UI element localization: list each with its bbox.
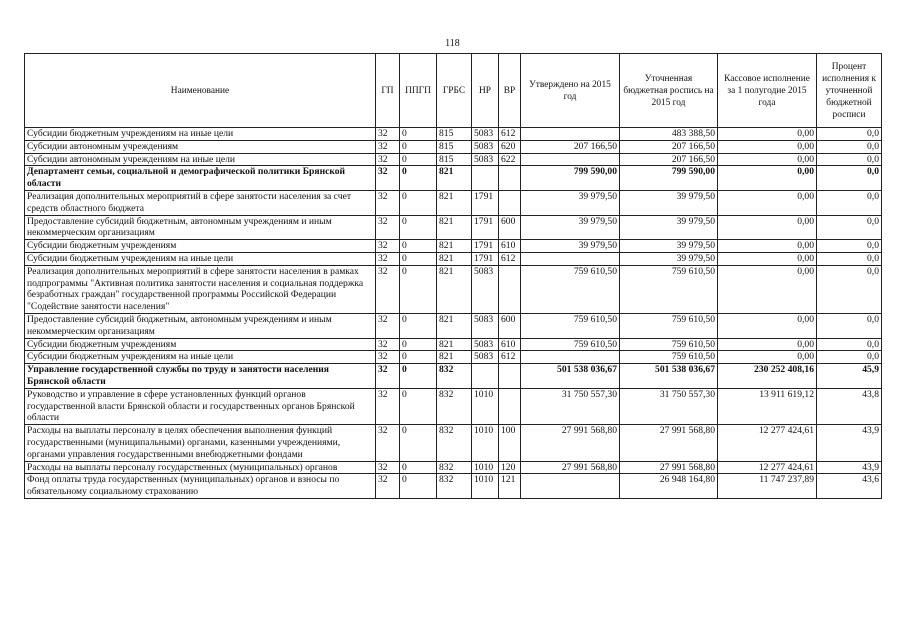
cell-grbs: 821 <box>437 215 472 240</box>
cell-name: Фонд оплаты труда государственных (муниципальных) органов и взносы по обязательному социальному страхованию <box>25 474 376 499</box>
cell-ppgp: 0 <box>400 166 437 191</box>
cell-percent: 43,6 <box>817 474 882 499</box>
cell-nr <box>472 166 499 191</box>
cell-gp: 32 <box>376 240 400 253</box>
table-row <box>25 388 882 424</box>
cell-cash: 0,00 <box>718 338 817 351</box>
cell-refined: 39 979,50 <box>620 215 718 240</box>
cell-refined: 31 750 557,30 <box>620 388 718 424</box>
cell-nr: 5083 <box>472 265 499 313</box>
table-row <box>25 364 882 389</box>
cell-grbs: 821 <box>437 338 472 351</box>
cell-vr: 120 <box>499 461 521 474</box>
header-percent: Процент исполнения к уточненной бюджетной росписи <box>817 54 882 128</box>
cell-cash: 0,00 <box>718 128 817 141</box>
cell-ppgp: 0 <box>400 265 437 313</box>
cell-ppgp: 0 <box>400 474 437 499</box>
table-row <box>25 252 882 265</box>
cell-vr: 612 <box>499 128 521 141</box>
cell-name: Предоставление субсидий бюджетным, автономным учреждениям и иным некоммерческим организациям <box>25 313 376 338</box>
cell-percent: 0,0 <box>817 128 882 141</box>
cell-name: Субсидии бюджетным учреждениям на иные цели <box>25 252 376 265</box>
cell-refined: 27 991 568,80 <box>620 461 718 474</box>
cell-ppgp: 0 <box>400 153 437 166</box>
cell-approved: 799 590,00 <box>521 166 620 191</box>
cell-vr <box>499 166 521 191</box>
table-row <box>25 474 882 499</box>
cell-approved: 501 538 036,67 <box>521 364 620 389</box>
cell-vr <box>499 190 521 215</box>
cell-approved: 39 979,50 <box>521 240 620 253</box>
cell-refined: 39 979,50 <box>620 252 718 265</box>
table-row <box>25 240 882 253</box>
table-row <box>25 190 882 215</box>
cell-refined: 39 979,50 <box>620 240 718 253</box>
cell-cash: 11 747 237,89 <box>718 474 817 499</box>
cell-percent: 0,0 <box>817 252 882 265</box>
cell-grbs: 815 <box>437 140 472 153</box>
cell-grbs: 821 <box>437 351 472 364</box>
cell-cash: 12 277 424,61 <box>718 461 817 474</box>
cell-refined: 759 610,50 <box>620 313 718 338</box>
cell-percent: 0,0 <box>817 215 882 240</box>
cell-cash: 0,00 <box>718 265 817 313</box>
cell-refined: 759 610,50 <box>620 265 718 313</box>
cell-grbs: 821 <box>437 265 472 313</box>
header-approved: Утверждено на 2015 год <box>521 54 620 128</box>
table-row <box>25 265 882 313</box>
cell-gp: 32 <box>376 425 400 461</box>
table-row <box>25 425 882 461</box>
cell-ppgp: 0 <box>400 128 437 141</box>
cell-name: Субсидии автономным учреждениям <box>25 140 376 153</box>
cell-percent: 0,0 <box>817 351 882 364</box>
cell-refined: 27 991 568,80 <box>620 425 718 461</box>
cell-approved: 207 166,50 <box>521 140 620 153</box>
cell-approved: 759 610,50 <box>521 265 620 313</box>
cell-nr: 5083 <box>472 313 499 338</box>
cell-vr: 610 <box>499 240 521 253</box>
cell-grbs: 821 <box>437 166 472 191</box>
table-row <box>25 153 882 166</box>
cell-name: Предоставление субсидий бюджетным, автономным учреждениям и иным некоммерческим организациям <box>25 215 376 240</box>
cell-nr: 1791 <box>472 215 499 240</box>
header-gp: ГП <box>376 54 400 128</box>
cell-ppgp: 0 <box>400 190 437 215</box>
page-number: 118 <box>445 38 460 49</box>
cell-ppgp: 0 <box>400 461 437 474</box>
cell-ppgp: 0 <box>400 388 437 424</box>
cell-name: Расходы на выплаты персоналу государственных (муниципальных) органов <box>25 461 376 474</box>
cell-grbs: 821 <box>437 252 472 265</box>
header-grbs: ГРБС <box>437 54 472 128</box>
cell-refined: 26 948 164,80 <box>620 474 718 499</box>
cell-gp: 32 <box>376 351 400 364</box>
cell-gp: 32 <box>376 461 400 474</box>
cell-nr: 5083 <box>472 140 499 153</box>
cell-grbs: 832 <box>437 425 472 461</box>
cell-gp: 32 <box>376 190 400 215</box>
table-row <box>25 140 882 153</box>
table-row <box>25 338 882 351</box>
cell-refined: 207 166,50 <box>620 153 718 166</box>
cell-nr: 5083 <box>472 153 499 166</box>
cell-gp: 32 <box>376 215 400 240</box>
cell-name: Субсидии бюджетным учреждениям на иные цели <box>25 128 376 141</box>
cell-vr <box>499 388 521 424</box>
cell-refined: 207 166,50 <box>620 140 718 153</box>
cell-gp: 32 <box>376 338 400 351</box>
cell-name: Субсидии автономным учреждениям на иные цели <box>25 153 376 166</box>
cell-ppgp: 0 <box>400 425 437 461</box>
cell-refined: 799 590,00 <box>620 166 718 191</box>
table-row <box>25 313 882 338</box>
cell-nr: 1791 <box>472 240 499 253</box>
table-row <box>25 128 882 141</box>
cell-cash: 0,00 <box>718 351 817 364</box>
cell-grbs: 832 <box>437 461 472 474</box>
cell-nr: 1010 <box>472 388 499 424</box>
cell-cash: 0,00 <box>718 252 817 265</box>
cell-nr: 1791 <box>472 190 499 215</box>
cell-percent: 0,0 <box>817 313 882 338</box>
cell-ppgp: 0 <box>400 215 437 240</box>
cell-grbs: 832 <box>437 388 472 424</box>
cell-nr: 1010 <box>472 425 499 461</box>
cell-nr: 5083 <box>472 128 499 141</box>
cell-approved: 39 979,50 <box>521 190 620 215</box>
cell-vr: 600 <box>499 313 521 338</box>
header-refined: Уточненная бюджетная роспись на 2015 год <box>620 54 718 128</box>
cell-vr: 622 <box>499 153 521 166</box>
cell-gp: 32 <box>376 166 400 191</box>
header-nr: НР <box>472 54 499 128</box>
cell-refined: 759 610,50 <box>620 351 718 364</box>
cell-name: Департамент семьи, социальной и демографической политики Брянской области <box>25 166 376 191</box>
cell-refined: 39 979,50 <box>620 190 718 215</box>
table-header-row <box>25 54 882 128</box>
cell-gp: 32 <box>376 388 400 424</box>
cell-cash: 0,00 <box>718 140 817 153</box>
cell-cash: 0,00 <box>718 153 817 166</box>
cell-approved <box>521 474 620 499</box>
header-name: Наименование <box>25 54 376 128</box>
cell-gp: 32 <box>376 265 400 313</box>
cell-name: Расходы на выплаты персоналу в целях обеспечения выполнения функций государственными (муниципальными) органами, казенными учреждениями, органами управления государственными внебюджетными фондами <box>25 425 376 461</box>
cell-gp: 32 <box>376 140 400 153</box>
cell-cash: 0,00 <box>718 240 817 253</box>
cell-vr: 612 <box>499 252 521 265</box>
table-row <box>25 215 882 240</box>
cell-approved <box>521 128 620 141</box>
cell-cash: 0,00 <box>718 313 817 338</box>
cell-grbs: 815 <box>437 153 472 166</box>
cell-nr: 1791 <box>472 252 499 265</box>
cell-percent: 0,0 <box>817 338 882 351</box>
cell-percent: 0,0 <box>817 153 882 166</box>
cell-ppgp: 0 <box>400 313 437 338</box>
cell-nr: 5083 <box>472 338 499 351</box>
cell-cash: 0,00 <box>718 190 817 215</box>
cell-grbs: 821 <box>437 190 472 215</box>
cell-name: Руководство и управление в сфере установленных функций органов государственной власти Брянской области и государственных органов Брянской области <box>25 388 376 424</box>
cell-nr: 1010 <box>472 461 499 474</box>
cell-refined: 501 538 036,67 <box>620 364 718 389</box>
cell-approved: 31 750 557,30 <box>521 388 620 424</box>
cell-vr: 121 <box>499 474 521 499</box>
cell-approved <box>521 153 620 166</box>
cell-ppgp: 0 <box>400 240 437 253</box>
cell-gp: 32 <box>376 474 400 499</box>
cell-cash: 0,00 <box>718 215 817 240</box>
cell-approved <box>521 351 620 364</box>
cell-name: Субсидии бюджетным учреждениям <box>25 338 376 351</box>
cell-vr: 610 <box>499 338 521 351</box>
cell-nr <box>472 364 499 389</box>
cell-grbs: 815 <box>437 128 472 141</box>
cell-cash: 13 911 619,12 <box>718 388 817 424</box>
cell-vr: 620 <box>499 140 521 153</box>
cell-gp: 32 <box>376 313 400 338</box>
cell-name: Реализация дополнительных мероприятий в сфере занятости населения в рамках подпрограммы "Активная политика занятости населения и социальная поддержка безработных граждан" государственной программы Российской Федерации "Содействие занятости населения" <box>25 265 376 313</box>
cell-name: Реализация дополнительных мероприятий в сфере занятости населения за счет средств областного бюджета <box>25 190 376 215</box>
cell-gp: 32 <box>376 364 400 389</box>
header-vr: ВР <box>499 54 521 128</box>
cell-nr: 5083 <box>472 351 499 364</box>
cell-percent: 43,8 <box>817 388 882 424</box>
cell-gp: 32 <box>376 128 400 141</box>
cell-name: Управление государственной службы по труду и занятости населения Брянской области <box>25 364 376 389</box>
table-row <box>25 166 882 191</box>
cell-cash: 12 277 424,61 <box>718 425 817 461</box>
cell-name: Субсидии бюджетным учреждениям на иные цели <box>25 351 376 364</box>
cell-vr <box>499 265 521 313</box>
cell-grbs: 832 <box>437 474 472 499</box>
cell-approved: 27 991 568,80 <box>521 425 620 461</box>
cell-ppgp: 0 <box>400 252 437 265</box>
table-row <box>25 461 882 474</box>
budget-execution-table <box>24 53 882 499</box>
cell-gp: 32 <box>376 252 400 265</box>
cell-percent: 0,0 <box>817 166 882 191</box>
cell-approved: 27 991 568,80 <box>521 461 620 474</box>
cell-percent: 0,0 <box>817 265 882 313</box>
cell-percent: 43,9 <box>817 425 882 461</box>
cell-approved <box>521 252 620 265</box>
cell-grbs: 821 <box>437 313 472 338</box>
cell-grbs: 832 <box>437 364 472 389</box>
cell-percent: 0,0 <box>817 140 882 153</box>
cell-ppgp: 0 <box>400 364 437 389</box>
cell-ppgp: 0 <box>400 140 437 153</box>
cell-refined: 483 388,50 <box>620 128 718 141</box>
cell-name: Субсидии бюджетным учреждениям <box>25 240 376 253</box>
cell-percent: 43,9 <box>817 461 882 474</box>
table-row <box>25 351 882 364</box>
cell-vr <box>499 364 521 389</box>
cell-percent: 0,0 <box>817 240 882 253</box>
cell-vr: 100 <box>499 425 521 461</box>
cell-refined: 759 610,50 <box>620 338 718 351</box>
cell-cash: 0,00 <box>718 166 817 191</box>
cell-percent: 0,0 <box>817 190 882 215</box>
cell-vr: 612 <box>499 351 521 364</box>
cell-approved: 39 979,50 <box>521 215 620 240</box>
cell-vr: 600 <box>499 215 521 240</box>
cell-ppgp: 0 <box>400 351 437 364</box>
cell-gp: 32 <box>376 153 400 166</box>
cell-ppgp: 0 <box>400 338 437 351</box>
cell-approved: 759 610,50 <box>521 313 620 338</box>
cell-nr: 1010 <box>472 474 499 499</box>
header-cash: Кассовое исполнение за 1 полугодие 2015 года <box>718 54 817 128</box>
cell-percent: 45,9 <box>817 364 882 389</box>
cell-approved: 759 610,50 <box>521 338 620 351</box>
header-ppgp: ППГП <box>400 54 437 128</box>
cell-grbs: 821 <box>437 240 472 253</box>
cell-cash: 230 252 408,16 <box>718 364 817 389</box>
